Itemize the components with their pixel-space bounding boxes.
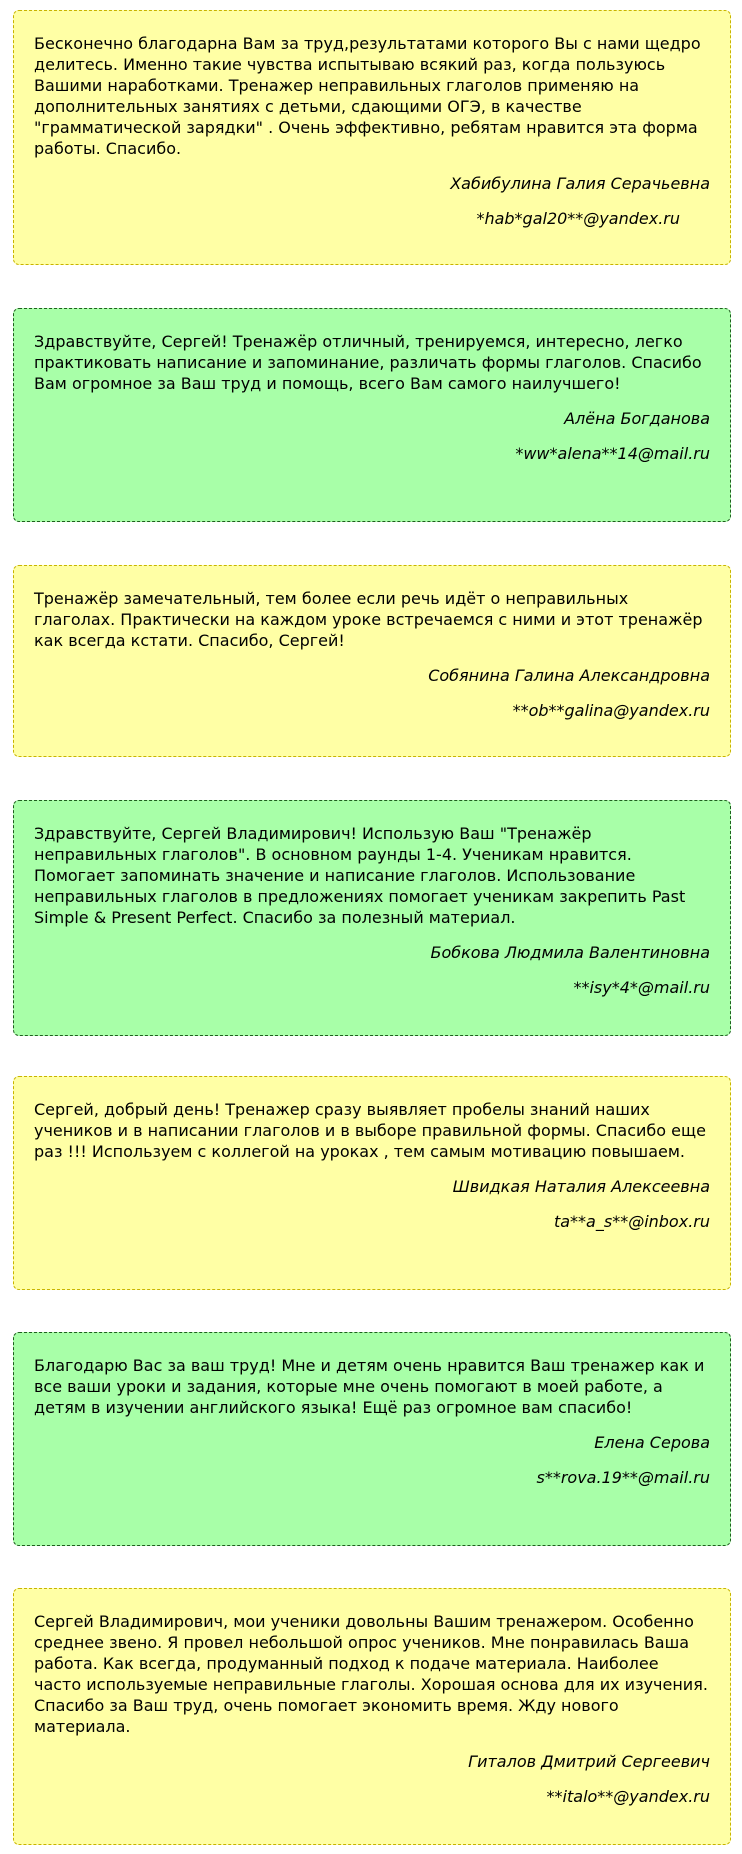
testimonial-card (13, 1588, 731, 1845)
testimonial-author: Бобкова Людмила Валентиновна (430, 943, 710, 962)
testimonial-card (13, 800, 731, 1036)
testimonial-email: *hab*gal20**@yandex.ru (476, 209, 680, 228)
testimonial-card (13, 565, 731, 757)
testimonial-email: ta**a_s**@inbox.ru (553, 1212, 710, 1231)
testimonial-text: Сергей Владимирович, мои ученики довольны Вашим тренажером. Особенно среднее звено. Я провел небольшой опрос учеников. Мне понравилась Ваша работа. Как всегда, продуманный подход к подаче материала. Наиболее часто используемые неправильные глаголы. Хорошая основа для их изучения. Спасибо за Ваш труд, очень помогает экономить время. Жду нового материала. (34, 1612, 708, 1736)
testimonial-card (13, 1332, 731, 1546)
testimonial-text: Благодарю Вас за ваш труд! Мне и детям очень нравится Ваш тренажер как и все ваши уроки и задания, которые мне очень помогают в моей работе, а детям в изучении английского языка! Ещё раз огромное вам спасибо! (34, 1356, 705, 1417)
testimonial-email: **ob**galina@yandex.ru (512, 701, 710, 720)
testimonial-text: Здравствуйте, Сергей! Тренажёр отличный, тренируемся, интересно, легко практиковать написание и запоминание, различать формы глаголов. Спасибо Вам огромное за Ваш труд и помощь, всего Вам самого наилучшего! (34, 332, 702, 393)
testimonial-author: Швидкая Наталия Алексеевна (452, 1177, 710, 1196)
testimonial-text: Здравствуйте, Сергей Владимирович! Использую Ваш "Тренажёр неправильных глаголов". В основном раунды 1-4. Ученикам нравится. Помогает запоминать значение и написание глаголов. Использование неправильных глаголов в предложениях помогает ученикам закрепить Past Simple & Present Perfect. Спасибо за полезный материал. (34, 824, 686, 927)
testimonial-author: Гиталов Дмитрий Сергеевич (468, 1752, 710, 1771)
testimonial-email: **italo**@yandex.ru (546, 1787, 710, 1806)
testimonial-author: Хабибулина Галия Серачьевна (450, 174, 710, 193)
testimonial-card (13, 10, 731, 265)
testimonial-author: Алёна Богданова (564, 409, 710, 428)
testimonial-author: Собянина Галина Александровна (428, 666, 710, 685)
testimonial-email: s**rova.19**@mail.ru (536, 1468, 710, 1487)
testimonial-text: Бесконечно благодарна Вам за труд,результатами которого Вы с нами щедро делитесь. Именно такие чувства испытываю всякий раз, когда пользуюсь Вашими наработками. Тренажер неправильных глаголов применяю на дополнительных занятиях с детьми, сдающими ОГЭ, в качестве "грамматической зарядки" . Очень эффективно, ребятам нравится эта форма работы. Спасибо. (34, 34, 701, 158)
testimonial-text: Тренажёр замечательный, тем более если речь идёт о неправильных глаголах. Практически на каждом уроке встречаемся с ними и этот тренажёр как всегда кстати. Спасибо, Сергей! (34, 589, 703, 650)
testimonial-email: *ww*alena**14@mail.ru (515, 444, 710, 463)
testimonial-card (13, 1076, 731, 1290)
testimonial-email: **isy*4*@mail.ru (573, 978, 710, 997)
testimonial-text: Сергей, добрый день! Тренажер сразу выявляет пробелы знаний наших учеников и в написании глаголов и в выборе правильной формы. Спасибо еще раз !!! Используем с коллегой на уроках , тем самым мотивацию повышаем. (34, 1100, 706, 1161)
testimonial-card (13, 308, 731, 522)
testimonial-author: Елена Серова (594, 1433, 710, 1452)
